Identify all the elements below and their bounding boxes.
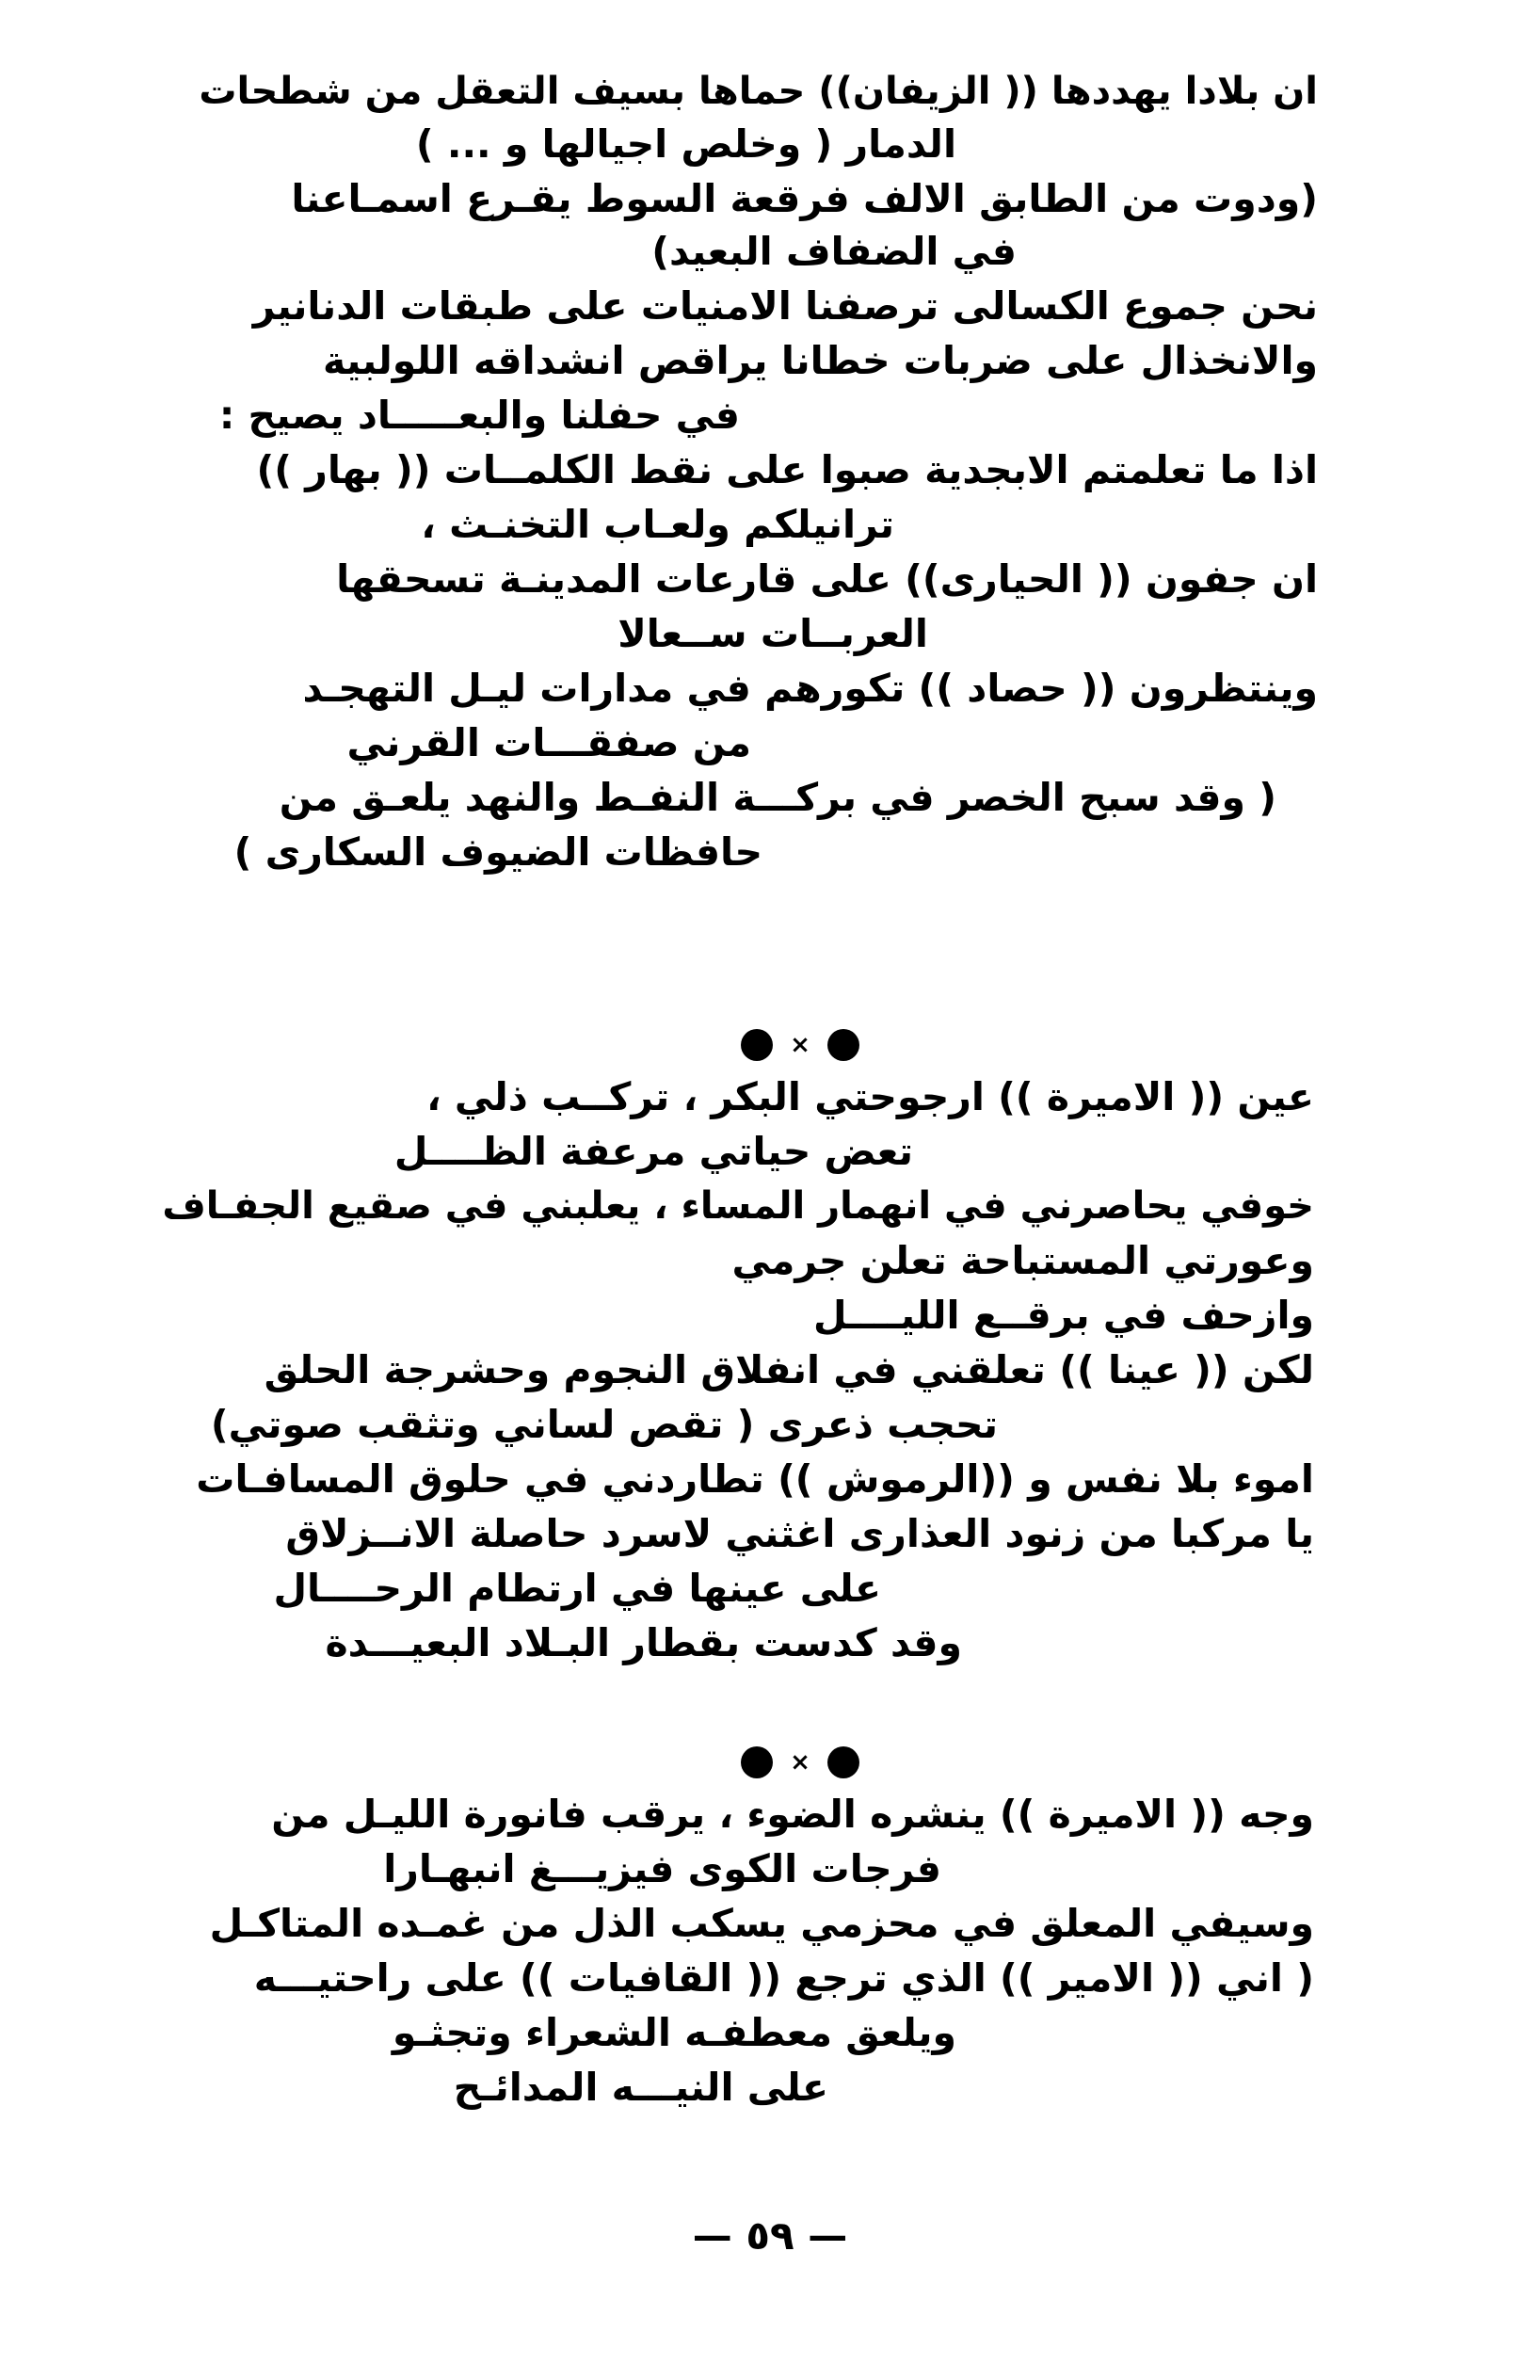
- poem-line: ويلعق معطفـه الشعراء وتجثـو: [392, 2010, 956, 2055]
- poem-line: تعض حياتي مرعفة الظــــل: [393, 1129, 913, 1174]
- poem-line: لكن (( عينا )) تعلقني في انفلاق النجوم وحشرجة الحلق: [264, 1347, 1314, 1392]
- bullet-icon: [741, 1746, 773, 1778]
- poem-line: خوفي يحاصرني في انهمار المساء ، يعلبني في صقيع الجفـاف: [162, 1184, 1314, 1228]
- poem-line: اذا ما تعلمتم الابجدية صبوا على نقط الكلمــات (( بهار )): [256, 447, 1318, 492]
- poem-line: حافظات الضيوف السكارى ): [233, 829, 762, 875]
- bullet-icon: [827, 1029, 859, 1061]
- poem-line: وازحف في برقــع الليــــل: [812, 1293, 1314, 1338]
- poem-line: وينتظرون (( حصاد )) تكورهم في مدارات ليـل التهجـد: [302, 666, 1318, 711]
- poem-line: على النيـــه المدائـح: [453, 2065, 828, 2110]
- poem-line: تحجب ذعرى ( تقص لساني وتثقب صوتي): [210, 1402, 998, 1447]
- poem-line: يا مركبا من زنود العذارى اغثني لاسرد حاصلة الانــزلاق: [285, 1511, 1314, 1556]
- poem-line: في حفلنا والبعـــــاد يصيح :: [218, 393, 740, 438]
- cross-mark: ×: [790, 1748, 810, 1777]
- poem-line: الدمار ( وخلص اجيالها و ... ): [415, 121, 956, 167]
- poem-line: في الضفاف البعيد): [651, 229, 1017, 274]
- poem-line: نحن جموع الكسالى ترصفنا الامنيات على طبقات الدنانير: [252, 283, 1318, 329]
- poem-line: ان جفون (( الحيارى)) على قارعات المدينـة تسحقها: [336, 556, 1318, 602]
- poem-line: اموء بلا نفس و ((الرموش )) تطاردني في حلوق المسافـات: [196, 1456, 1314, 1502]
- poem-line: من صفقـــات القرني: [346, 720, 751, 765]
- poem-line: وسيفي المعلق في محزمي يسكب الذل من غمـده المتاكـل: [209, 1901, 1314, 1946]
- poem-line: على عينها في ارتطام الرحــــال: [273, 1566, 881, 1611]
- poem-line: فرجات الكوى فيزيـــغ انبهـارا: [383, 1846, 941, 1891]
- bullet-icon: [827, 1746, 859, 1778]
- poem-line: العربــات ســعالا: [618, 611, 928, 656]
- cross-mark: ×: [790, 1031, 810, 1059]
- poem-line: (ودوت من الطابق الالف فرقعة السوط يقـرع اسمـاعنا: [291, 176, 1318, 221]
- poem-line: ( وقد سبح الخصر في بركـــة النفـط والنهد يلعـق من: [279, 775, 1276, 820]
- poem-line: وقد كدست بقطار البـلاد البعيـــدة: [325, 1620, 962, 1665]
- poem-line: ترانيلكم ولعـاب التخنـث ،: [421, 502, 894, 547]
- page-number: — ٥٩ —: [692, 2212, 848, 2259]
- poem-line: وجه (( الاميرة )) ينشره الضوء ، يرقب فانورة الليـل من: [271, 1792, 1314, 1837]
- poem-line: عين (( الاميرة )) ارجوحتي البكر ، تركــب ذلي ،: [426, 1074, 1314, 1119]
- poem-line: والانخذال على ضربات خطانا يراقص انشداقه اللولبية: [323, 338, 1318, 383]
- poem-line: ان بلادا يهددها (( الزيفان)) حماها بسيف التعقل من شطحات: [199, 70, 1318, 113]
- poem-line: ( اني (( الامير )) الذي ترجع (( القافيات )) على راحتيـــه: [253, 1955, 1314, 2001]
- bullet-icon: [741, 1029, 773, 1061]
- poem-line: وعورتي المستباحة تعلن جرمي: [731, 1238, 1314, 1283]
